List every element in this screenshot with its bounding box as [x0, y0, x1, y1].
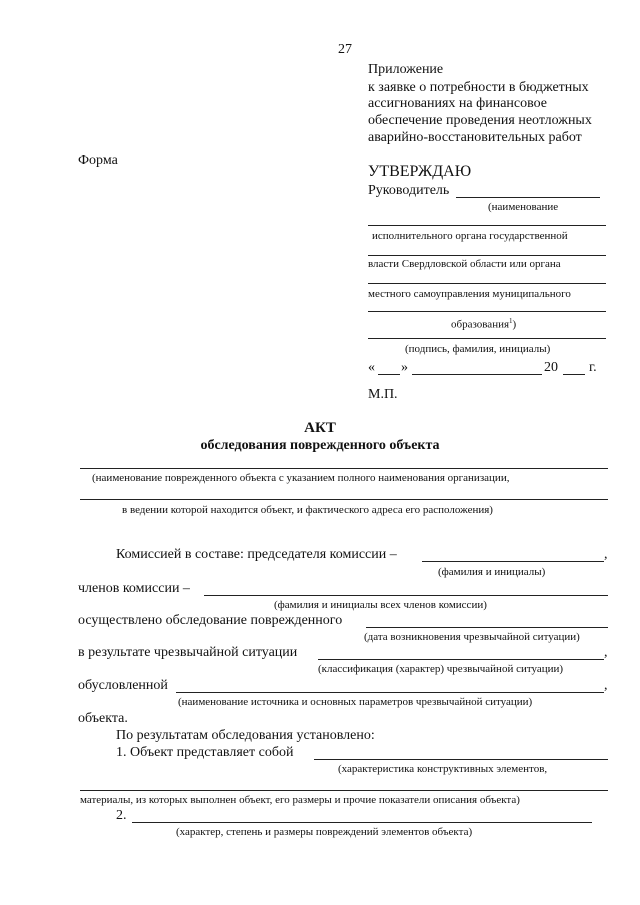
- survey-text: осуществлено обследование поврежденного: [78, 613, 343, 628]
- caption-region: власти Свердловской области или органа: [368, 258, 561, 270]
- caption-location: в ведении которой находится объект, и фактического адреса его расположения): [122, 504, 493, 516]
- caption-date: (дата возникновения чрезвычайной ситуации): [364, 631, 580, 643]
- day-line: [378, 374, 400, 375]
- year-prefix: 20: [544, 360, 558, 375]
- object-line: [80, 499, 608, 500]
- caption-damage: (характер, степень и размеры повреждений элементов объекта): [176, 826, 473, 838]
- caption-structure: (характеристика конструктивных элементов,: [338, 763, 548, 775]
- approve-title: УТВЕРЖДАЮ: [368, 163, 472, 180]
- object-line: [80, 468, 608, 469]
- caption-class: (классификация (характер) чрезвычайной ситуации): [318, 663, 564, 675]
- footnote-mark: 1: [509, 317, 513, 325]
- appendix-line: ассигнованиях на финансовое: [368, 96, 548, 111]
- date-line: [366, 627, 608, 628]
- chair-line: [422, 561, 604, 562]
- caption-entity: [451, 315, 516, 332]
- caption-materials: материалы, из которых выполнен объект, его размеры и прочие показатели описания объекта): [80, 794, 520, 806]
- caption-municipal: местного самоуправления муниципального: [368, 288, 571, 300]
- comma: ,: [604, 645, 608, 660]
- caused-text: обусловленной: [78, 678, 168, 693]
- comma: ,: [604, 547, 608, 562]
- year-suffix: г.: [589, 360, 597, 375]
- results-text: По результатам обследования установлено:: [116, 728, 375, 743]
- act-title: АКТ: [304, 420, 336, 436]
- caption-entity-text: образования: [451, 318, 510, 331]
- head-label: Руководитель: [368, 183, 450, 198]
- caption-object: (наименование поврежденного объекта с указанием полного наименования организации,: [92, 472, 510, 484]
- emergency-text: в результате чрезвычайной ситуации: [78, 645, 298, 660]
- item-1-text: 1. Объект представляет собой: [116, 745, 294, 760]
- blank-line: [368, 311, 606, 312]
- source-line: [176, 692, 604, 693]
- blank-line: [368, 255, 606, 256]
- commission-text: Комиссией в составе: председателя комиссии –: [116, 547, 397, 562]
- page-number: 27: [338, 42, 352, 57]
- members-line: [204, 595, 608, 596]
- materials-line: [80, 790, 608, 791]
- caption-naming: (наименование: [488, 201, 559, 213]
- appendix-title: Приложение: [368, 62, 444, 77]
- appendix-line: к заявке о потребности в бюджетных: [368, 80, 589, 95]
- date-open-quote: «: [368, 360, 375, 375]
- form-label: Форма: [78, 153, 118, 168]
- act-subtitle: обследования поврежденного объекта: [200, 438, 440, 453]
- head-name-line: [456, 197, 600, 198]
- structure-line: [314, 759, 608, 760]
- caption-members: (фамилия и инициалы всех членов комиссии): [274, 599, 487, 611]
- appendix-line: обеспечение проведения неотложных: [368, 113, 592, 128]
- month-line: [412, 374, 542, 375]
- members-text: членов комиссии –: [78, 581, 190, 596]
- stamp-label: М.П.: [368, 387, 398, 402]
- year-line: [563, 374, 585, 375]
- class-line: [318, 659, 604, 660]
- signature-line: [368, 338, 606, 339]
- caption-signature: (подпись, фамилия, инициалы): [405, 343, 551, 355]
- object-text: объекта.: [78, 711, 128, 726]
- caption-chair: (фамилия и инициалы): [438, 566, 546, 578]
- caption-exec-body: исполнительного органа государственной: [372, 230, 568, 242]
- caption-source: (наименование источника и основных параметров чрезвычайной ситуации): [178, 696, 533, 708]
- blank-line: [368, 283, 606, 284]
- blank-line: [368, 225, 606, 226]
- date-close-quote: »: [401, 360, 408, 375]
- appendix-line: аварийно-восстановительных работ: [368, 130, 582, 145]
- damage-line: [132, 822, 592, 823]
- footnote-paren: ): [512, 318, 517, 331]
- comma: ,: [604, 678, 608, 693]
- item-2-text: 2.: [116, 808, 127, 823]
